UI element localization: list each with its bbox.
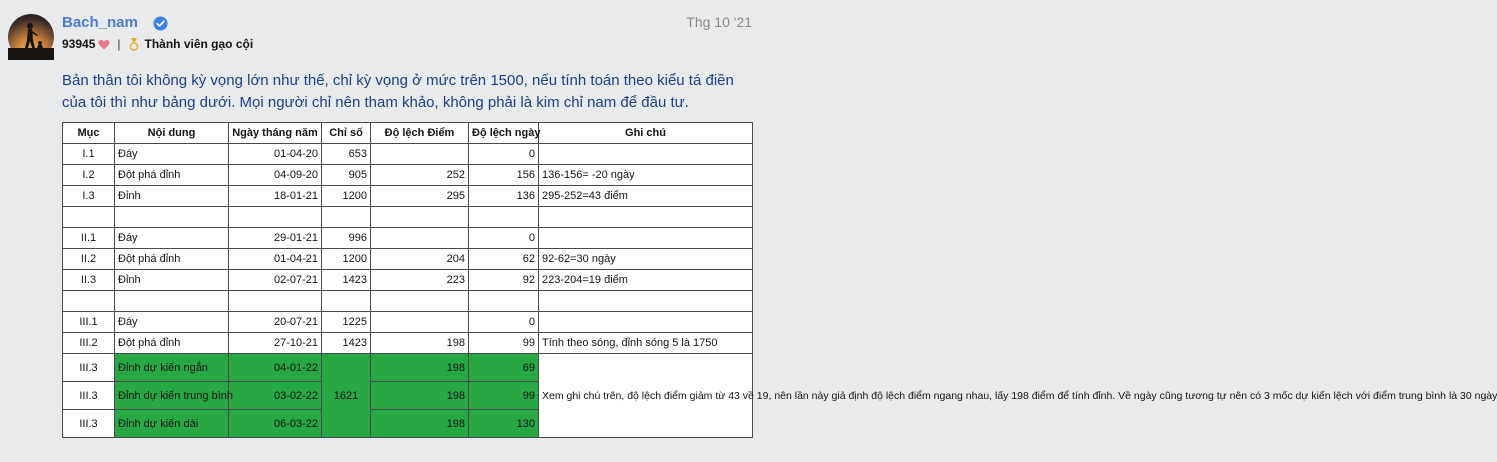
cell-lech-ngay: 99 [469,333,539,354]
cell-lech-ngay: 136 [469,186,539,207]
member-rank: Thành viên gạo cội [144,37,254,51]
cell-lech-ngay: 62 [469,249,539,270]
cell-muc: II.3 [63,270,115,291]
empty-cell [539,207,753,228]
cell-chi-so: 1225 [322,312,371,333]
cell-lech-ngay: 0 [469,228,539,249]
cell-noi-dung: Đỉnh [115,186,229,207]
cell-muc: I.1 [63,144,115,165]
table-header-row [63,123,753,144]
cell-muc: II.2 [63,249,115,270]
cell-lech-diem: 252 [371,165,469,186]
cell-ghi-chu [539,312,753,333]
cell-noi-dung: Đáy [115,144,229,165]
table-row [63,312,753,333]
empty-cell [539,291,753,312]
cell-lech-diem [371,144,469,165]
header-lech-diem: Độ lệch Điểm [371,123,469,144]
post-date[interactable]: Thg 10 '21 [686,14,752,30]
cell-ngay: 04-09-20 [229,165,322,186]
table-row [63,333,753,354]
cell-lech-diem [371,312,469,333]
cell-noi-dung: Đáy [115,312,229,333]
empty-cell [115,207,229,228]
post-body: Bản thân tôi không kỳ vọng lớn như thế, chỉ kỳ vọng ở mức trên 1500, nếu tính toán theo kiểu tá điền của tôi thì như bảng dưới. Mọi người chỉ nên tham khảo, không phải là kim chỉ nam để đầu tư. [62,72,734,111]
cell-ghi-chu [539,228,753,249]
cell-chi-so-forecast: 1621 [322,354,371,438]
table-row [63,228,753,249]
cell-ngay: 06-03-22 [229,410,322,438]
cell-lech-diem: 204 [371,249,469,270]
cell-ngay: 01-04-21 [229,249,322,270]
cell-muc: II.1 [63,228,115,249]
username-link[interactable]: Bach_nam [62,14,138,31]
avatar[interactable] [8,14,54,60]
cell-lech-diem: 198 [371,410,469,438]
table-row [63,249,753,270]
cell-lech-ngay: 69 [469,354,539,382]
cell-ngay: 20-07-21 [229,312,322,333]
cell-muc: III.3 [63,354,115,382]
empty-cell [63,207,115,228]
cell-ghi-chu: Tính theo sóng, đỉnh sóng 5 là 1750 [539,333,753,354]
cell-noi-dung: Đáy [115,228,229,249]
empty-cell [229,291,322,312]
table-row [63,144,753,165]
heart-icon [98,39,110,50]
cell-lech-diem: 223 [371,270,469,291]
medal-icon [129,38,139,51]
cell-chi-so: 1423 [322,270,371,291]
header-lech-ngay: Độ lệch ngày [469,123,539,144]
cell-chi-so: 653 [322,144,371,165]
table-spacer-row [63,291,753,312]
user-meta [62,36,253,52]
cell-lech-diem: 198 [371,354,469,382]
cell-ngay: 18-01-21 [229,186,322,207]
empty-cell [469,291,539,312]
empty-cell [229,207,322,228]
cell-noi-dung: Đỉnh dự kiến ngắn [115,354,229,382]
header-noi-dung: Nội dung [115,123,229,144]
cell-ghi-chu-forecast: Xem ghi chú trên, độ lệch điểm giảm từ 43 về 19, nên lần này giả định độ lệch điểm ngang nhau, lấy 198 điểm để tính đỉnh. Về ngày cũng tương tự nên có 3 mốc dự kiến lệch với điểm trung bình là 30 ngày [539,354,753,438]
cell-lech-diem: 198 [371,333,469,354]
verified-badge-icon [153,16,168,31]
cell-lech-diem [371,228,469,249]
cell-lech-diem: 198 [371,382,469,410]
table-row [63,165,753,186]
cell-muc: III.1 [63,312,115,333]
cell-ghi-chu: 136-156= -20 ngày [539,165,753,186]
header-chi-so: Chỉ số [322,123,371,144]
cell-chi-so: 1200 [322,186,371,207]
cell-muc: I.2 [63,165,115,186]
cell-ghi-chu: 223-204=19 điểm [539,270,753,291]
table-row [63,270,753,291]
forecast-table [62,122,1497,438]
cell-lech-ngay: 156 [469,165,539,186]
cell-lech-ngay: 0 [469,312,539,333]
cell-noi-dung: Đỉnh dự kiến trung bình [115,382,229,410]
cell-noi-dung: Đỉnh dự kiến dài [115,410,229,438]
empty-cell [322,207,371,228]
cell-muc: III.2 [63,333,115,354]
cell-noi-dung: Đột phá đỉnh [115,333,229,354]
empty-cell [371,291,469,312]
cell-ghi-chu: 295-252=43 điểm [539,186,753,207]
empty-cell [322,291,371,312]
cell-ghi-chu [539,144,753,165]
header-muc: Mục [63,123,115,144]
cell-ghi-chu: 92-62=30 ngày [539,249,753,270]
cell-noi-dung: Đỉnh [115,270,229,291]
cell-ngay: 04-01-22 [229,354,322,382]
cell-ngay: 03-02-22 [229,382,322,410]
header-ghi-chu: Ghi chú [539,123,753,144]
cell-ngay: 27-10-21 [229,333,322,354]
empty-cell [63,291,115,312]
cell-chi-so: 1423 [322,333,371,354]
cell-noi-dung: Đột phá đỉnh [115,165,229,186]
cell-lech-diem: 295 [371,186,469,207]
reaction-points: 93945 [62,37,96,51]
cell-noi-dung: Đột phá đỉnh [115,249,229,270]
empty-cell [469,207,539,228]
cell-chi-so: 996 [322,228,371,249]
cell-lech-ngay: 130 [469,410,539,438]
header-ngay: Ngày tháng năm [229,123,322,144]
empty-cell [115,291,229,312]
cell-ngay: 01-04-20 [229,144,322,165]
table-spacer-row [63,207,753,228]
cell-lech-ngay: 0 [469,144,539,165]
cell-muc: III.3 [63,382,115,410]
cell-ngay: 29-01-21 [229,228,322,249]
meta-separator: | [117,37,121,51]
table-row [63,186,753,207]
empty-cell [371,207,469,228]
cell-chi-so: 905 [322,165,371,186]
cell-lech-ngay: 99 [469,382,539,410]
cell-muc: I.3 [63,186,115,207]
avatar-silhouette-icon [8,14,54,60]
cell-lech-ngay: 92 [469,270,539,291]
cell-chi-so: 1200 [322,249,371,270]
forecast-row [63,354,753,382]
cell-ngay: 02-07-21 [229,270,322,291]
cell-muc: III.3 [63,410,115,438]
